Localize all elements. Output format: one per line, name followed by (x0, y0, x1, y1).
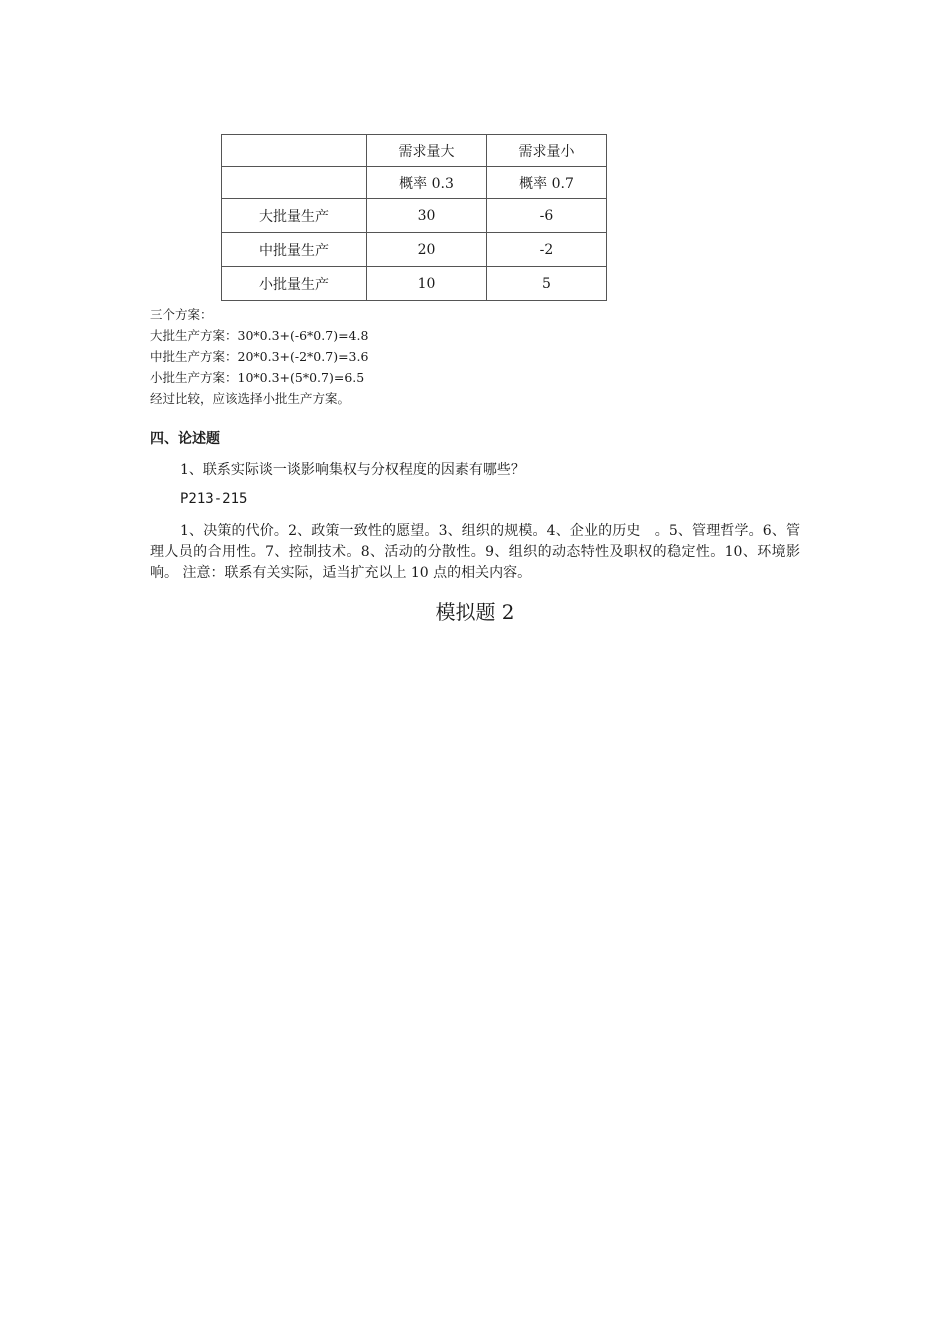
demand-high-header: 需求量大 (367, 135, 487, 167)
row-label: 大批量生产 (222, 199, 367, 233)
calc-line: 中批生产方案：20*0.3+(-2*0.7)=3.6 (150, 349, 369, 364)
section-title: 四、论述题 (150, 431, 220, 447)
table-corner-cell-2 (222, 167, 367, 199)
essay-question: 1、联系实际谈一谈影响集权与分权程度的因素有哪些？ (180, 462, 525, 478)
calc-conclusion: 经过比较，应该选择小批生产方案。 (150, 391, 351, 406)
table-row (222, 267, 607, 301)
page-reference: P213-215 (180, 491, 248, 507)
row-label: 中批量生产 (222, 233, 367, 267)
cell-high: 30 (367, 199, 487, 233)
table-corner-cell (222, 135, 367, 167)
calc-line: 小批生产方案：10*0.3+(5*0.7)=6.5 (150, 370, 365, 385)
cell-low: -2 (487, 233, 607, 267)
calc-line: 大批生产方案：30*0.3+(-6*0.7)=4.8 (150, 328, 369, 343)
decision-table (221, 134, 607, 301)
probability-high: 概率 0.3 (367, 167, 487, 199)
probability-low: 概率 0.7 (487, 167, 607, 199)
table-header-row (222, 135, 607, 167)
cell-high: 20 (367, 233, 487, 267)
next-exam-title: 模拟题 2 (435, 600, 515, 624)
calc-intro: 三个方案： (150, 307, 213, 322)
row-label: 小批量生产 (222, 267, 367, 301)
table-probability-row (222, 167, 607, 199)
calculation-block (150, 304, 368, 409)
table-row (222, 199, 607, 233)
cell-low: 5 (487, 267, 607, 301)
demand-low-header: 需求量小 (487, 135, 607, 167)
cell-high: 10 (367, 267, 487, 301)
essay-answer: 1、决策的代价。2、政策一致性的愿望。3、组织的规模。4、企业的历史 。5、管理哲学。6、管理人员的合用性。7、控制技术。8、活动的分散性。9、组织的动态特性及职权的稳定性。10、环境影响。 注意：联系有关实际，适当扩充以上 10 点的相关内容。 (150, 523, 800, 581)
table-row (222, 233, 607, 267)
cell-low: -6 (487, 199, 607, 233)
